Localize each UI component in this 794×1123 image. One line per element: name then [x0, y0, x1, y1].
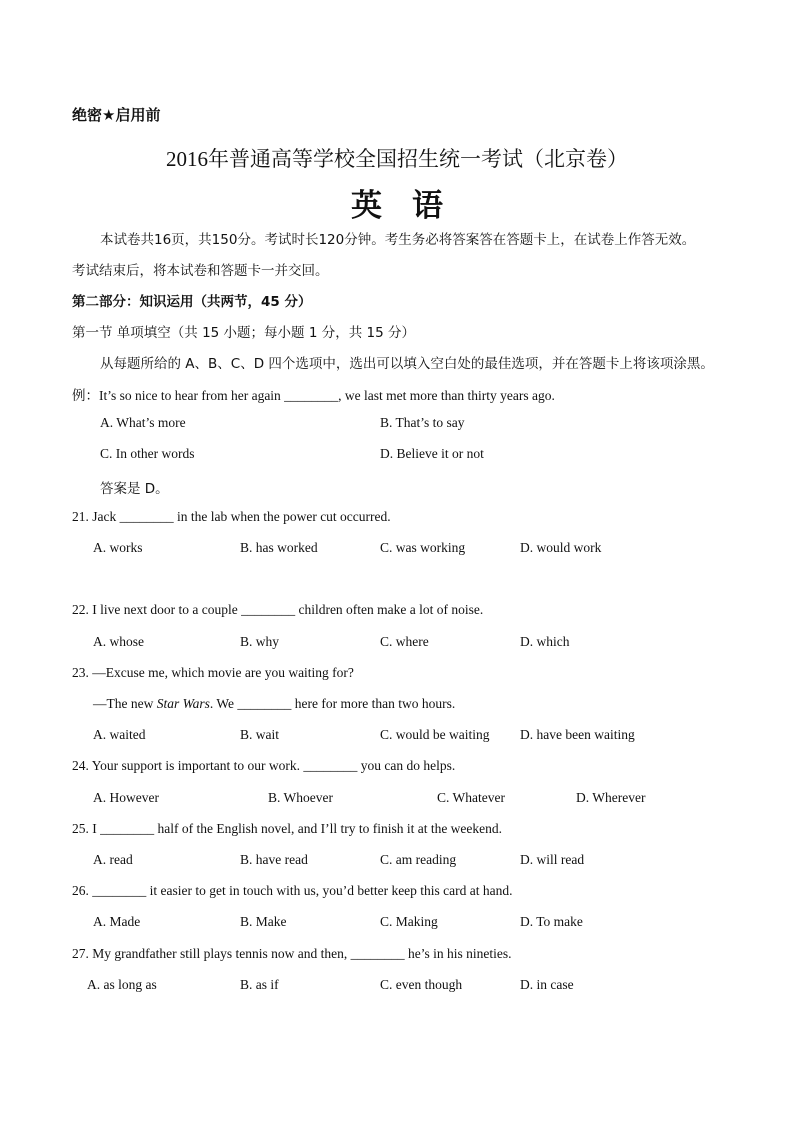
question-25-stem: 25. I ________ half of the English novel, and I’ll try to finish it at the weekend. [72, 821, 503, 836]
movie-title: Star Wars [156, 696, 210, 711]
question-26-option-c: C. Making [380, 914, 438, 929]
question-23-reply-post: . We ________ here for more than two hours. [209, 696, 456, 711]
question-27-option-d: D. in case [520, 977, 574, 992]
example-answer: 答案是 D。 [100, 481, 169, 497]
example-option-c: C. In other words [100, 446, 195, 461]
question-22-option-a: A. whose [93, 634, 144, 649]
question-24-stem: 24. Your support is important to our work. ________ you can do helps. [72, 758, 456, 773]
question-23-reply-pre: —The new [93, 696, 157, 711]
question-23-option-c: C. would be waiting [380, 727, 490, 742]
question-23-option-b: B. wait [240, 727, 279, 742]
question-24-option-b: B. Whoever [268, 790, 333, 805]
example-option-a: A. What’s more [100, 415, 186, 430]
question-24-option-d: D. Wherever [576, 790, 646, 805]
question-26-option-d: D. To make [520, 914, 583, 929]
question-21-option-d: D. would work [520, 540, 602, 555]
section-instruction: 从每题所给的 A、B、C、D 四个选项中，选出可以填入空白处的最佳选项，并在答题卡上将该项涂黑。 [100, 356, 714, 372]
confidential-label: 绝密★启用前 [72, 106, 161, 124]
question-22-option-d: D. which [520, 634, 570, 649]
question-23-option-d: D. have been waiting [520, 727, 635, 742]
question-26-option-a: A. Made [93, 914, 141, 929]
example-question: 例：It’s so nice to hear from her again ________, we last met more than thirty years ago. [72, 388, 555, 403]
question-23-reply [93, 696, 455, 712]
section-heading: 第一节 单项填空（共 15 小题；每小题 1 分，共 15 分） [72, 325, 415, 341]
intro-line-1: 本试卷共16页，共150分。考试时长120分钟。考生务必将答案答在答题卡上，在试卷上作答无效。 [100, 232, 696, 248]
question-25-option-c: C. am reading [380, 852, 457, 867]
question-27-stem: 27. My grandfather still plays tennis now and then, ________ he’s in his nineties. [72, 946, 512, 961]
intro-line-2: 考试结束后，将本试卷和答题卡一并交回。 [72, 263, 329, 279]
question-21-option-a: A. works [93, 540, 143, 555]
question-21-option-c: C. was working [380, 540, 466, 555]
question-22-option-c: C. where [380, 634, 429, 649]
question-25-option-b: B. have read [240, 852, 308, 867]
question-27-option-b: B. as if [240, 977, 279, 992]
question-25-option-d: D. will read [520, 852, 585, 867]
question-24-option-a: A. However [93, 790, 159, 805]
question-27-option-c: C. even though [380, 977, 463, 992]
question-21-option-b: B. has worked [240, 540, 318, 555]
question-27-option-a: A. as long as [87, 977, 157, 992]
question-24-option-c: C. Whatever [437, 790, 505, 805]
question-23-option-a: A. waited [93, 727, 146, 742]
question-22-option-b: B. why [240, 634, 280, 649]
subject-title: 英语 [351, 188, 473, 223]
exam-title: 2016年普通高等学校全国招生统一考试（北京卷） [166, 147, 628, 171]
question-26-option-b: B. Make [240, 914, 287, 929]
example-option-b: B. That’s to say [380, 415, 465, 430]
question-26-stem: 26. ________ it easier to get in touch with us, you’d better keep this card at hand. [72, 883, 513, 898]
example-option-d: D. Believe it or not [380, 446, 484, 461]
question-25-option-a: A. read [93, 852, 133, 867]
part-heading: 第二部分：知识运用（共两节，45 分） [72, 294, 312, 310]
question-21-stem: 21. Jack ________ in the lab when the power cut occurred. [72, 509, 391, 524]
question-23-stem: 23. —Excuse me, which movie are you waiting for? [72, 665, 354, 680]
question-22-stem: 22. I live next door to a couple ________ children often make a lot of noise. [72, 602, 484, 617]
